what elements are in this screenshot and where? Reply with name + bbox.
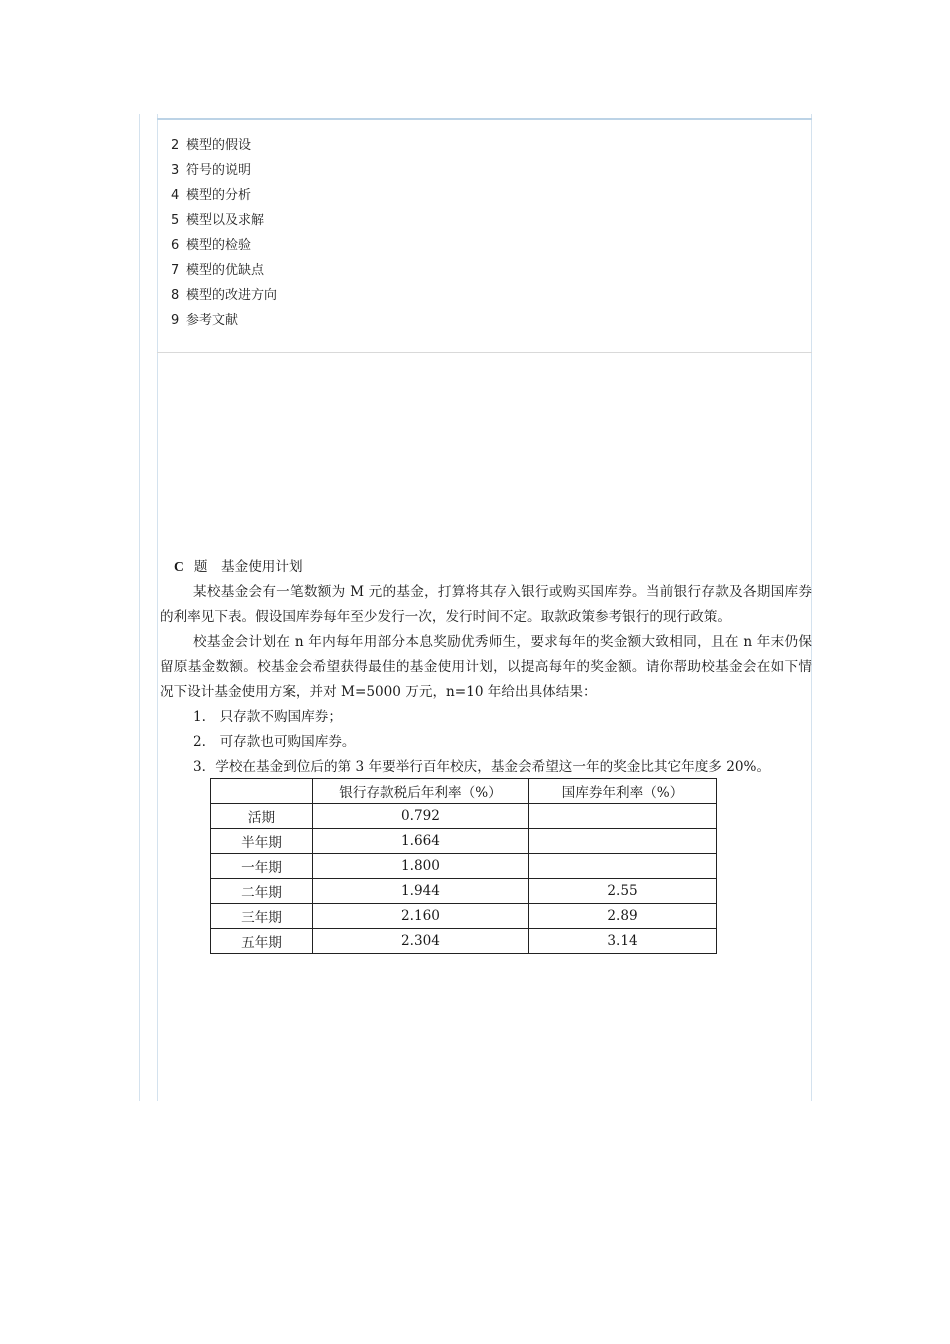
table-cell: 1.944 bbox=[313, 879, 529, 904]
table-cell: 五年期 bbox=[211, 929, 313, 954]
table-header-cell bbox=[211, 779, 313, 804]
table-cell: 2.89 bbox=[529, 904, 717, 929]
table-row bbox=[211, 879, 717, 904]
table-cell: 2.160 bbox=[313, 904, 529, 929]
toc-label: 模型以及求解 bbox=[186, 213, 265, 228]
toc-number: 3 bbox=[171, 163, 180, 178]
toc-label: 模型的分析 bbox=[186, 188, 252, 203]
toc-number: 7 bbox=[171, 263, 180, 278]
problem-paragraph-2: 校基金会计划在 n 年内每年用部分本息奖励优秀师生，要求每年的奖金额大致相同，且在 n 年末仍保留原基金数额。校基金会希望获得最佳的基金使用计划，以提高每年的奖金额。请你帮助校基金会在如下情况下设计基金使用方案，并对 M=5000 万元，n=10 年给出具体结果： bbox=[160, 634, 812, 700]
table-header-cell: 国库券年利率（%） bbox=[529, 779, 717, 804]
toc-number: 9 bbox=[171, 313, 180, 328]
table-header-row bbox=[211, 779, 717, 804]
table-cell: 一年期 bbox=[211, 854, 313, 879]
toc-label: 模型的检验 bbox=[186, 238, 252, 253]
problem-paragraph-1: 某校基金会有一笔数额为 M 元的基金，打算将其存入银行或购买国库券。当前银行存款及各期国库券的利率见下表。假设国库券每年至少发行一次，发行时间不定。取款政策参考银行的现行政策。 bbox=[160, 584, 812, 625]
interest-rate-table bbox=[210, 778, 717, 954]
table-cell: 0.792 bbox=[313, 804, 529, 829]
toc-label: 模型的假设 bbox=[186, 138, 252, 153]
toc-label: 符号的说明 bbox=[186, 163, 252, 178]
problem-item-1: 1. 只存款不购国库券； bbox=[193, 709, 342, 725]
table-row bbox=[211, 854, 717, 879]
table-row bbox=[211, 929, 717, 954]
table-cell: 1.800 bbox=[313, 854, 529, 879]
toc-item bbox=[171, 186, 277, 211]
table-cell: 3.14 bbox=[529, 929, 717, 954]
toc-label: 模型的优缺点 bbox=[186, 263, 265, 278]
frame-left-inner-border bbox=[157, 114, 158, 1101]
table-cell: 1.664 bbox=[313, 829, 529, 854]
table-cell bbox=[529, 854, 717, 879]
table-cell: 活期 bbox=[211, 804, 313, 829]
problem-id: C bbox=[174, 559, 184, 574]
toc-label: 参考文献 bbox=[186, 313, 239, 328]
toc-item bbox=[171, 136, 277, 161]
problem-statement bbox=[160, 556, 812, 780]
toc-label: 模型的改进方向 bbox=[186, 288, 278, 303]
toc-number: 4 bbox=[171, 188, 180, 203]
table-cell: 2.304 bbox=[313, 929, 529, 954]
table-cell: 三年期 bbox=[211, 904, 313, 929]
toc-item bbox=[171, 311, 277, 336]
table-cell bbox=[529, 829, 717, 854]
problem-item-2: 2. 可存款也可购国库券。 bbox=[193, 734, 356, 750]
toc-number: 5 bbox=[171, 213, 180, 228]
toc-number: 6 bbox=[171, 238, 180, 253]
problem-title bbox=[160, 556, 812, 580]
toc-item bbox=[171, 261, 277, 286]
toc-item bbox=[171, 161, 277, 186]
table-of-contents bbox=[171, 136, 277, 336]
problem-item-3: 3．学校在基金到位后的第 3 年要举行百年校庆，基金会希望这一年的奖金比其它年度多 20%。 bbox=[193, 759, 771, 775]
toc-item bbox=[171, 211, 277, 236]
table-cell: 半年期 bbox=[211, 829, 313, 854]
toc-item bbox=[171, 236, 277, 261]
problem-title-text: 题 基金使用计划 bbox=[193, 559, 303, 575]
frame-left-outer-border bbox=[139, 114, 140, 1101]
toc-item bbox=[171, 286, 277, 311]
toc-number: 2 bbox=[171, 138, 180, 153]
frame-top-border bbox=[157, 118, 812, 120]
table-header-cell: 银行存款税后年利率（%） bbox=[313, 779, 529, 804]
table-row bbox=[211, 829, 717, 854]
table-row bbox=[211, 904, 717, 929]
section-divider bbox=[157, 352, 812, 353]
table-cell: 二年期 bbox=[211, 879, 313, 904]
toc-number: 8 bbox=[171, 288, 180, 303]
table-row bbox=[211, 804, 717, 829]
table-cell: 2.55 bbox=[529, 879, 717, 904]
table-cell bbox=[529, 804, 717, 829]
